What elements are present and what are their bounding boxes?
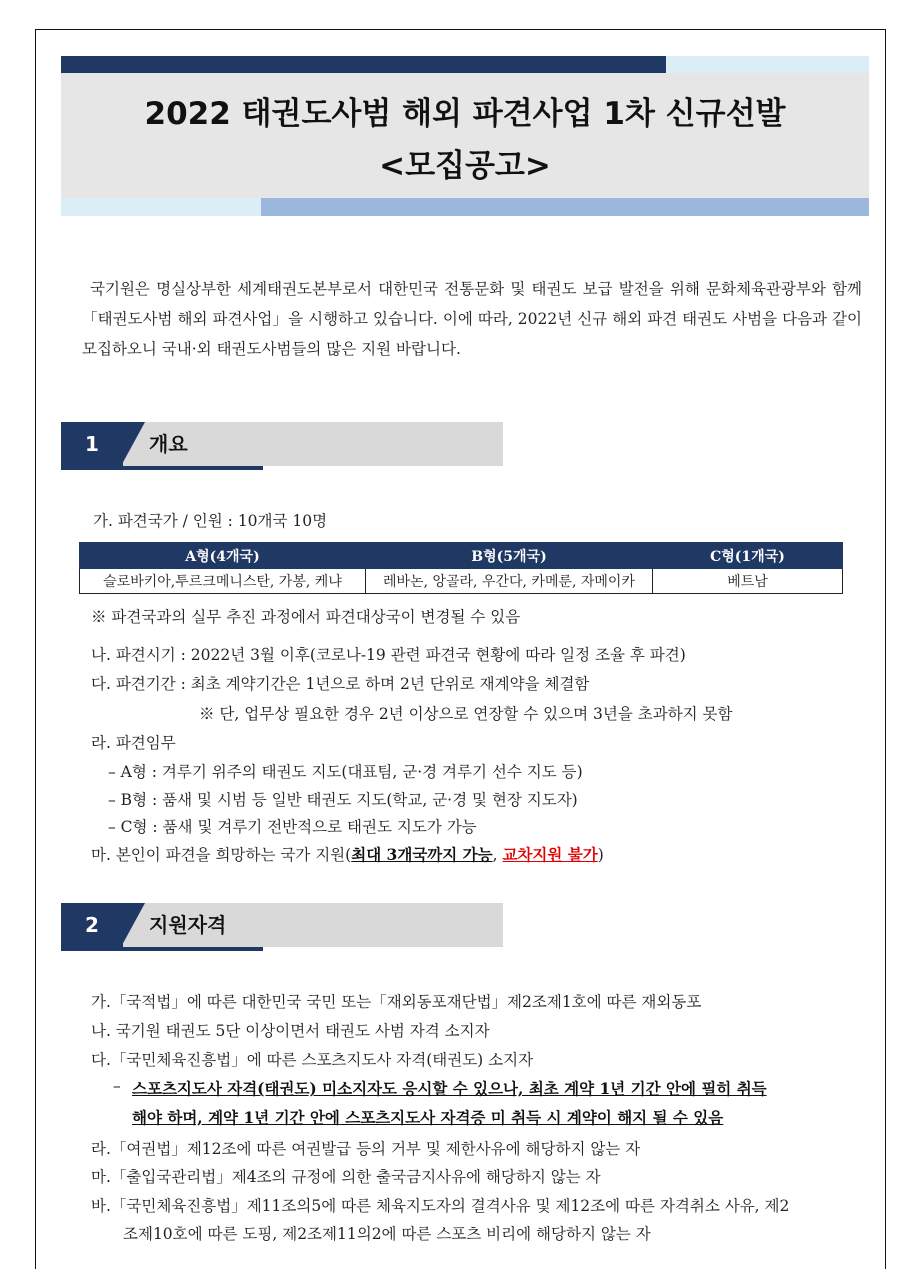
- country-change-note: ※ 파견국과의 실무 추진 과정에서 파견대상국이 변경될 수 있음: [91, 608, 521, 626]
- item-country-preference: [91, 843, 604, 865]
- section-number-slant: [121, 422, 145, 466]
- preference-text: 마. 본인이 파견을 희망하는 국가 지원(: [91, 846, 352, 864]
- table-cell: 레바논, 앙골라, 우간다, 카메룬, 자메이카: [366, 569, 653, 594]
- qualification-dan-rank: 나. 국기원 태권도 5단 이상이면서 태권도 사범 자격 소지자: [91, 1022, 490, 1040]
- section-number-slant: [121, 903, 145, 947]
- table-header: B형(5개국): [366, 543, 653, 569]
- qualification-disqualification-1: 바.「국민체육진흥법」제11조의5에 따른 체육지도자의 결격사유 및 제12조에 따른 자격취소 사유, 제2: [91, 1197, 790, 1215]
- section-underline: [61, 947, 263, 951]
- country-type-table: [79, 542, 843, 594]
- duty-type-a: – A형 : 겨루기 위주의 태권도 지도(대표팀, 군·경 겨루기 선수 지도 등): [108, 763, 583, 781]
- table-row: [80, 569, 843, 594]
- table-cell: 슬로바키아,투르크메니스탄, 가봉, 케냐: [80, 569, 366, 594]
- title-bottom-bar: [261, 198, 869, 216]
- item-dispatch-duty: 라. 파견임무: [91, 734, 176, 752]
- table-header: C형(1개국): [653, 543, 843, 569]
- qualification-passport: 라.「여권법」제12조에 따른 여권발급 등의 거부 및 제한사유에 해당하지 않는 자: [91, 1140, 641, 1158]
- section-underline: [61, 466, 263, 470]
- section-2-header: [61, 903, 503, 951]
- page-subtitle: <모집공고>: [379, 148, 551, 184]
- title-bottom-bar-accent: [61, 198, 261, 216]
- instructor-note-dash: –: [113, 1077, 121, 1095]
- section-number: 1: [61, 422, 123, 466]
- no-cross-application-warning: 교차지원 불가: [502, 845, 598, 864]
- dispatch-term-note: ※ 단, 업무상 필요한 경우 2년 이상으로 연장할 수 있으며 3년을 초과하지 못함: [199, 705, 733, 723]
- instructor-note-line-2: 해야 하며, 계약 1년 기간 안에 스포츠지도사 자격증 미 취득 시 계약이 해지 될 수 있음: [132, 1108, 724, 1127]
- preference-close: ): [597, 846, 604, 864]
- item-dispatch-period: 나. 파견시기 : 2022년 3월 이후(코로나-19 관련 파견국 현황에 따라 일정 조율 후 파견): [91, 646, 686, 664]
- title-top-bar: [61, 56, 666, 73]
- title-top-bar-accent: [666, 56, 869, 73]
- section-1-header: [61, 422, 503, 470]
- table-header: A형(4개국): [80, 543, 366, 569]
- qualification-disqualification-2: 조제10호에 따른 도핑, 제2조제11의2에 따른 스포츠 비리에 해당하지 않는 자: [123, 1225, 651, 1243]
- qualification-nationality: 가.「국적법」에 따른 대한민국 국민 또는「재외동포재단법」제2조제1호에 따른 재외동포: [91, 993, 702, 1011]
- duty-type-b: – B형 : 품새 및 시범 등 일반 태권도 지도(학교, 군·경 및 현장 지도자): [108, 791, 578, 809]
- qualification-sports-instructor: 다.「국민체육진흥법」에 따른 스포츠지도사 자격(태권도) 소지자: [91, 1051, 534, 1069]
- table-header-row: [80, 543, 843, 569]
- preference-separator: ,: [492, 846, 503, 864]
- table-cell: 베트남: [653, 569, 843, 594]
- page-title: 2022 태권도사범 해외 파견사업 1차 신규선발: [144, 96, 786, 132]
- instructor-note-line-1: 스포츠지도사 자격(태권도) 미소지자도 응시할 수 있으나, 최초 계약 1년 기간 안에 필히 취득: [132, 1079, 767, 1098]
- qualification-departure: 마.「출입국관리법」제4조의 규정에 의한 출국금지사유에 해당하지 않는 자: [91, 1168, 601, 1186]
- intro-paragraph: 국기원은 명실상부한 세계태권도본부로서 대한민국 전통문화 및 태권도 보급 발전을 위해 문화체육관광부와 함께 「태권도사범 해외 파견사업」을 시행하고 있습니다. 이에 따라, 2022년 신규 해외 파견 태권도 사범을 다음과 같이 모집하오니 국내·외 태권도사범들의 많은 지원 바랍니다.: [82, 280, 862, 358]
- item-dispatch-countries: 가. 파견국가 / 인원 : 10개국 10명: [93, 512, 328, 530]
- title-box: [61, 56, 869, 216]
- item-dispatch-term: 다. 파견기간 : 최초 계약기간은 1년으로 하며 2년 단위로 재계약을 체결함: [91, 675, 590, 693]
- section-number: 2: [61, 903, 123, 947]
- duty-type-c: – C형 : 품새 및 겨루기 전반적으로 태권도 지도가 가능: [108, 818, 477, 836]
- section-title: 개요: [149, 432, 188, 456]
- max-countries-emphasis: 최대 3개국까지 가능: [351, 845, 493, 864]
- section-title: 지원자격: [149, 913, 227, 937]
